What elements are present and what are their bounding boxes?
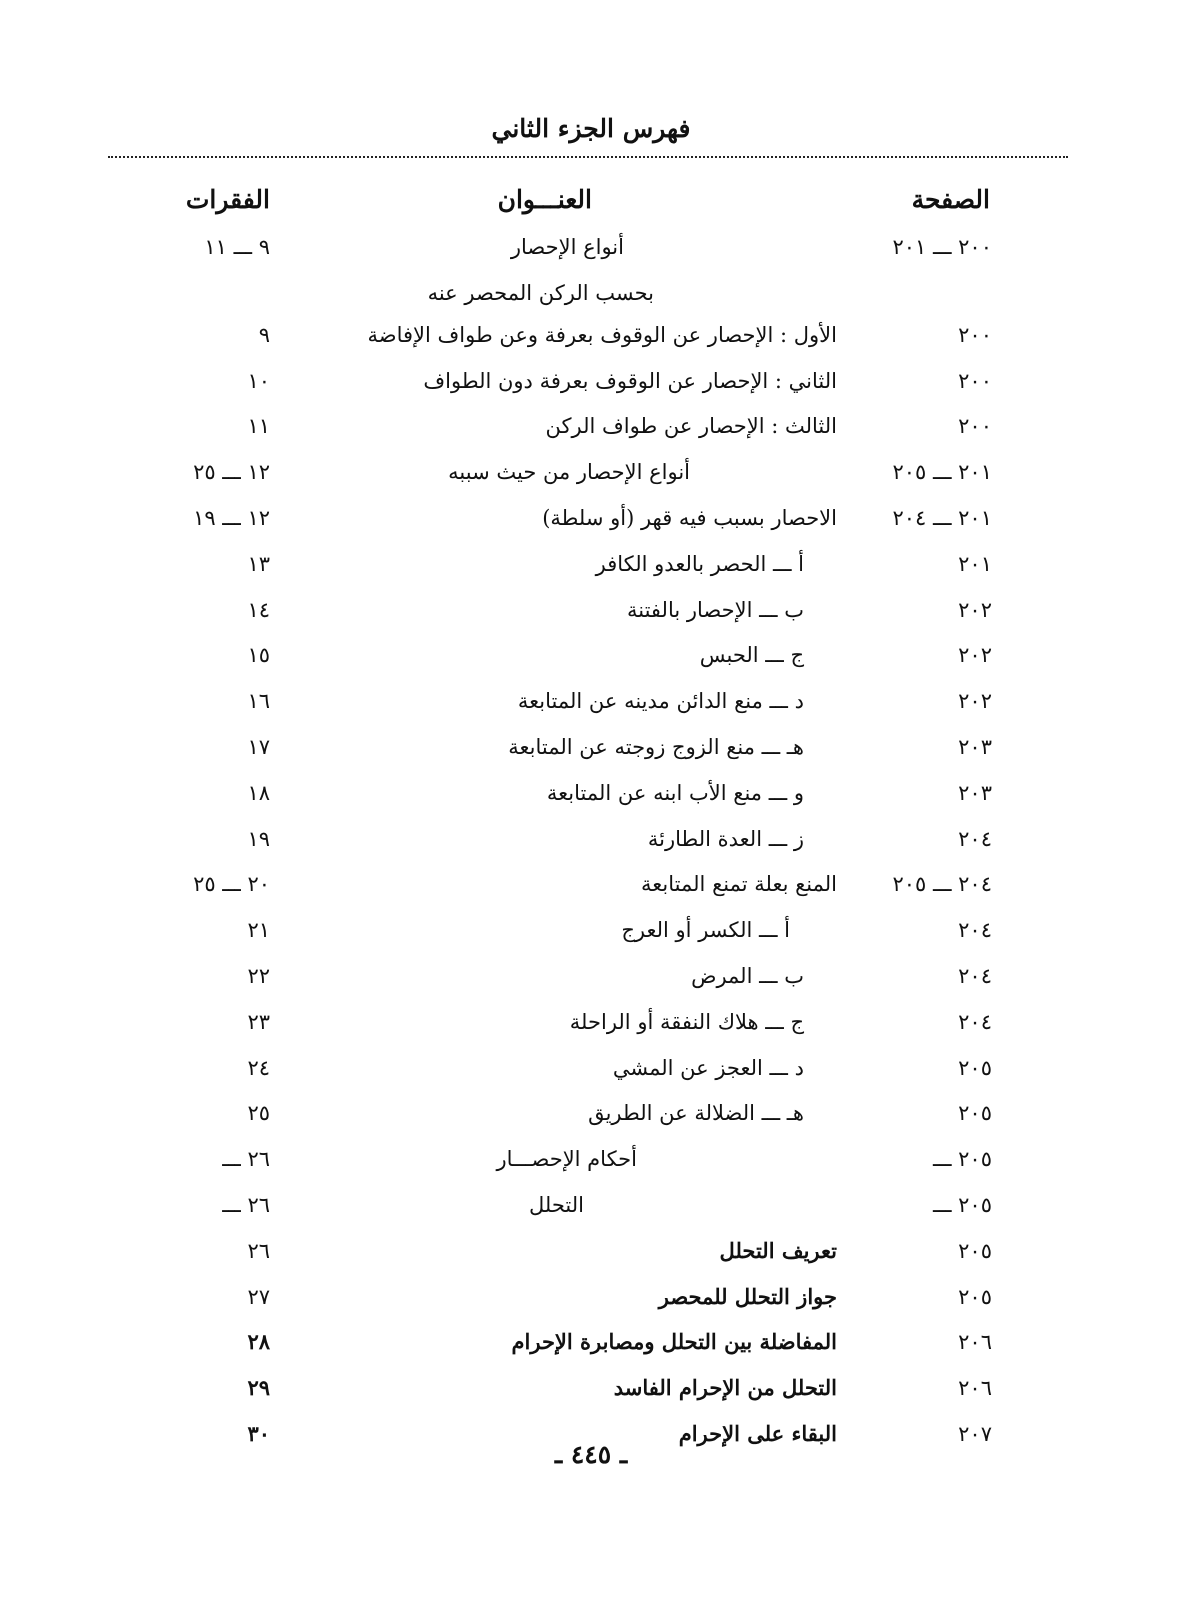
toc-entry-title: أنواع الإحصار [510, 235, 624, 259]
toc-row [0, 913, 1182, 959]
toc-entry-title: تعريف التحلل [719, 1237, 837, 1263]
toc-row [0, 276, 1182, 318]
toc-entry-title: ج ـــ الحبس [699, 643, 804, 668]
toc-page-ref: ٢٠٤ [958, 963, 992, 988]
toc-paragraphs: ١٤ [247, 597, 270, 622]
toc-paragraphs: ٢٦ [247, 1238, 270, 1263]
toc-paragraphs: ١٧ [247, 734, 270, 759]
toc-row [0, 364, 1182, 410]
toc-entry-title: بحسب الركن المحصر عنه [427, 280, 654, 305]
toc-list [0, 230, 1182, 1463]
toc-paragraphs: ١١ [247, 414, 270, 439]
toc-paragraphs: ٢٤ [247, 1055, 270, 1080]
toc-row [0, 230, 1182, 276]
toc-paragraphs: ٢٥ [247, 1101, 270, 1126]
toc-paragraphs: ٢٠ ـــ ٢٥ [193, 872, 270, 897]
toc-row [0, 501, 1182, 547]
toc-row [0, 318, 1182, 364]
toc-paragraphs: ٢٧ [247, 1284, 270, 1309]
toc-entry-title: أنواع الإحصار من حيث سببه [448, 460, 690, 485]
toc-page-ref: ٢٠٥ [958, 1238, 992, 1263]
toc-page-ref: ٢٠٢ [958, 597, 992, 622]
toc-entry-title: أحكام الإحصـــار [496, 1147, 637, 1172]
toc-paragraphs: ١٠ [247, 368, 270, 393]
toc-page-ref: ٢٠٥ [958, 1284, 992, 1309]
column-header-page: الصفحة [911, 185, 990, 214]
toc-row [0, 867, 1182, 913]
toc-entry-title: ز ـــ العدة الطارئة [647, 826, 804, 851]
column-header-paragraphs: الفقرات [185, 185, 270, 214]
toc-paragraphs: ٢٣ [247, 1009, 270, 1034]
toc-row [0, 822, 1182, 868]
toc-paragraphs: ٢٦ ـــ [222, 1147, 270, 1172]
column-header-title: العنـــوان [497, 185, 592, 214]
toc-entry-title: و ـــ منع الأب ابنه عن المتابعة [546, 780, 804, 805]
toc-paragraphs: ٩ [258, 322, 270, 347]
toc-entry-title: ج ـــ هلاك النفقة أو الراحلة [569, 1009, 804, 1034]
toc-row [0, 1325, 1182, 1371]
toc-paragraphs: ٣٠ [247, 1420, 270, 1446]
toc-entry-title: د ـــ العجز عن المشي [612, 1055, 804, 1080]
toc-entry-title: أ ـــ الكسر أو العرج [621, 918, 790, 943]
toc-page-ref: ٢٠٠ [958, 414, 992, 439]
toc-paragraphs: ١٣ [247, 551, 270, 576]
toc-row [0, 547, 1182, 593]
toc-paragraphs: ١٢ ـــ ١٩ [193, 505, 270, 530]
toc-page-ref: ٢٠١ ـــ ٢٠٤ [892, 505, 992, 530]
toc-row [0, 1188, 1182, 1234]
toc-entry-title: الاحصار بسبب فيه قهر (أو سلطة) [542, 505, 837, 530]
toc-entry-title: التحلل من الإحرام الفاسد [613, 1375, 837, 1401]
toc-row [0, 1096, 1182, 1142]
toc-row [0, 1142, 1182, 1188]
toc-paragraphs: ٢٢ [247, 963, 270, 988]
toc-page-ref: ٢٠٢ [958, 643, 992, 668]
toc-entry-title: هـ ـــ الضلالة عن الطريق [588, 1101, 804, 1126]
toc-paragraphs: ١٦ [247, 689, 270, 714]
toc-paragraphs: ١٩ [247, 826, 270, 851]
toc-entry-title: الثالث : الإحصار عن طواف الركن [545, 414, 837, 439]
toc-row [0, 1371, 1182, 1417]
toc-entry-title: جواز التحلل للمحصر [658, 1283, 837, 1309]
toc-row [0, 684, 1182, 730]
toc-entry-title: ب ـــ الإحصار بالفتنة [627, 597, 804, 622]
toc-page-ref: ٢٠٠ [958, 368, 992, 393]
toc-entry-title: د ـــ منع الدائن مدينه عن المتابعة [517, 689, 804, 714]
toc-entry-title: الأول : الإحصار عن الوقوف بعرفة وعن طواف الإفاضة [367, 322, 837, 347]
toc-entry-title: هـ ـــ منع الزوج زوجته عن المتابعة [508, 734, 804, 759]
toc-row [0, 1051, 1182, 1097]
toc-page-ref: ٢٠٣ [958, 780, 992, 805]
toc-page-ref: ٢٠٤ ـــ ٢٠٥ [892, 872, 992, 897]
page-number: ـ ٤٤٥ ـ [554, 1440, 628, 1469]
toc-paragraphs: ٢٨ [247, 1329, 270, 1355]
toc-paragraphs: ١٥ [247, 643, 270, 668]
toc-row [0, 1005, 1182, 1051]
toc-paragraphs: ١٨ [247, 780, 270, 805]
toc-paragraphs: ١٢ ـــ ٢٥ [193, 460, 270, 485]
toc-row [0, 593, 1182, 639]
toc-page-ref: ٢٠٠ [958, 322, 992, 347]
toc-page-ref: ٢٠٥ ـــ [933, 1147, 992, 1172]
toc-entry-title: التحلل [529, 1192, 584, 1217]
running-title: فهرس الجزء الثاني [491, 114, 691, 143]
toc-page-ref: ٢٠٣ [958, 734, 992, 759]
toc-row [0, 959, 1182, 1005]
toc-page-ref: ٢٠٥ [958, 1101, 992, 1126]
toc-page-ref: ٢٠١ [958, 551, 992, 576]
toc-entry-title: الثاني : الإحصار عن الوقوف بعرفة دون الطواف [423, 368, 837, 393]
toc-paragraphs: ٢٦ ـــ [222, 1192, 270, 1217]
toc-row [0, 730, 1182, 776]
toc-entry-title: البقاء على الإحرام [678, 1420, 837, 1446]
toc-entry-title: المنع بعلة تمنع المتابعة [641, 872, 837, 897]
toc-page-ref: ٢٠٧ [958, 1421, 992, 1446]
toc-paragraphs: ٢٩ [247, 1375, 270, 1401]
toc-row [0, 638, 1182, 684]
toc-page-ref: ٢٠٤ [958, 1009, 992, 1034]
toc-page-ref: ٢٠٥ ـــ [933, 1192, 992, 1217]
toc-paragraphs: ٩ ـــ ١١ [204, 235, 270, 259]
toc-page-ref: ٢٠٥ [958, 1055, 992, 1080]
dotted-divider [108, 156, 1068, 158]
toc-paragraphs: ٢١ [247, 918, 270, 943]
toc-page-ref: ٢٠١ ـــ ٢٠٥ [892, 460, 992, 485]
toc-page-ref: ٢٠٤ [958, 918, 992, 943]
toc-entry-title: المفاضلة بين التحلل ومصابرة الإحرام [511, 1329, 837, 1355]
toc-page-ref: ٢٠٠ ـــ ٢٠١ [892, 235, 992, 259]
toc-entry-title: أ ـــ الحصر بالعدو الكافر [595, 551, 804, 576]
toc-page-ref: ٢٠٢ [958, 689, 992, 714]
toc-row [0, 776, 1182, 822]
toc-page-ref: ٢٠٤ [958, 826, 992, 851]
toc-row [0, 1234, 1182, 1280]
toc-page-ref: ٢٠٦ [958, 1330, 992, 1355]
toc-row [0, 409, 1182, 455]
toc-row [0, 455, 1182, 501]
toc-entry-title: ب ـــ المرض [691, 963, 804, 988]
toc-page-ref: ٢٠٦ [958, 1376, 992, 1401]
toc-row [0, 1280, 1182, 1326]
